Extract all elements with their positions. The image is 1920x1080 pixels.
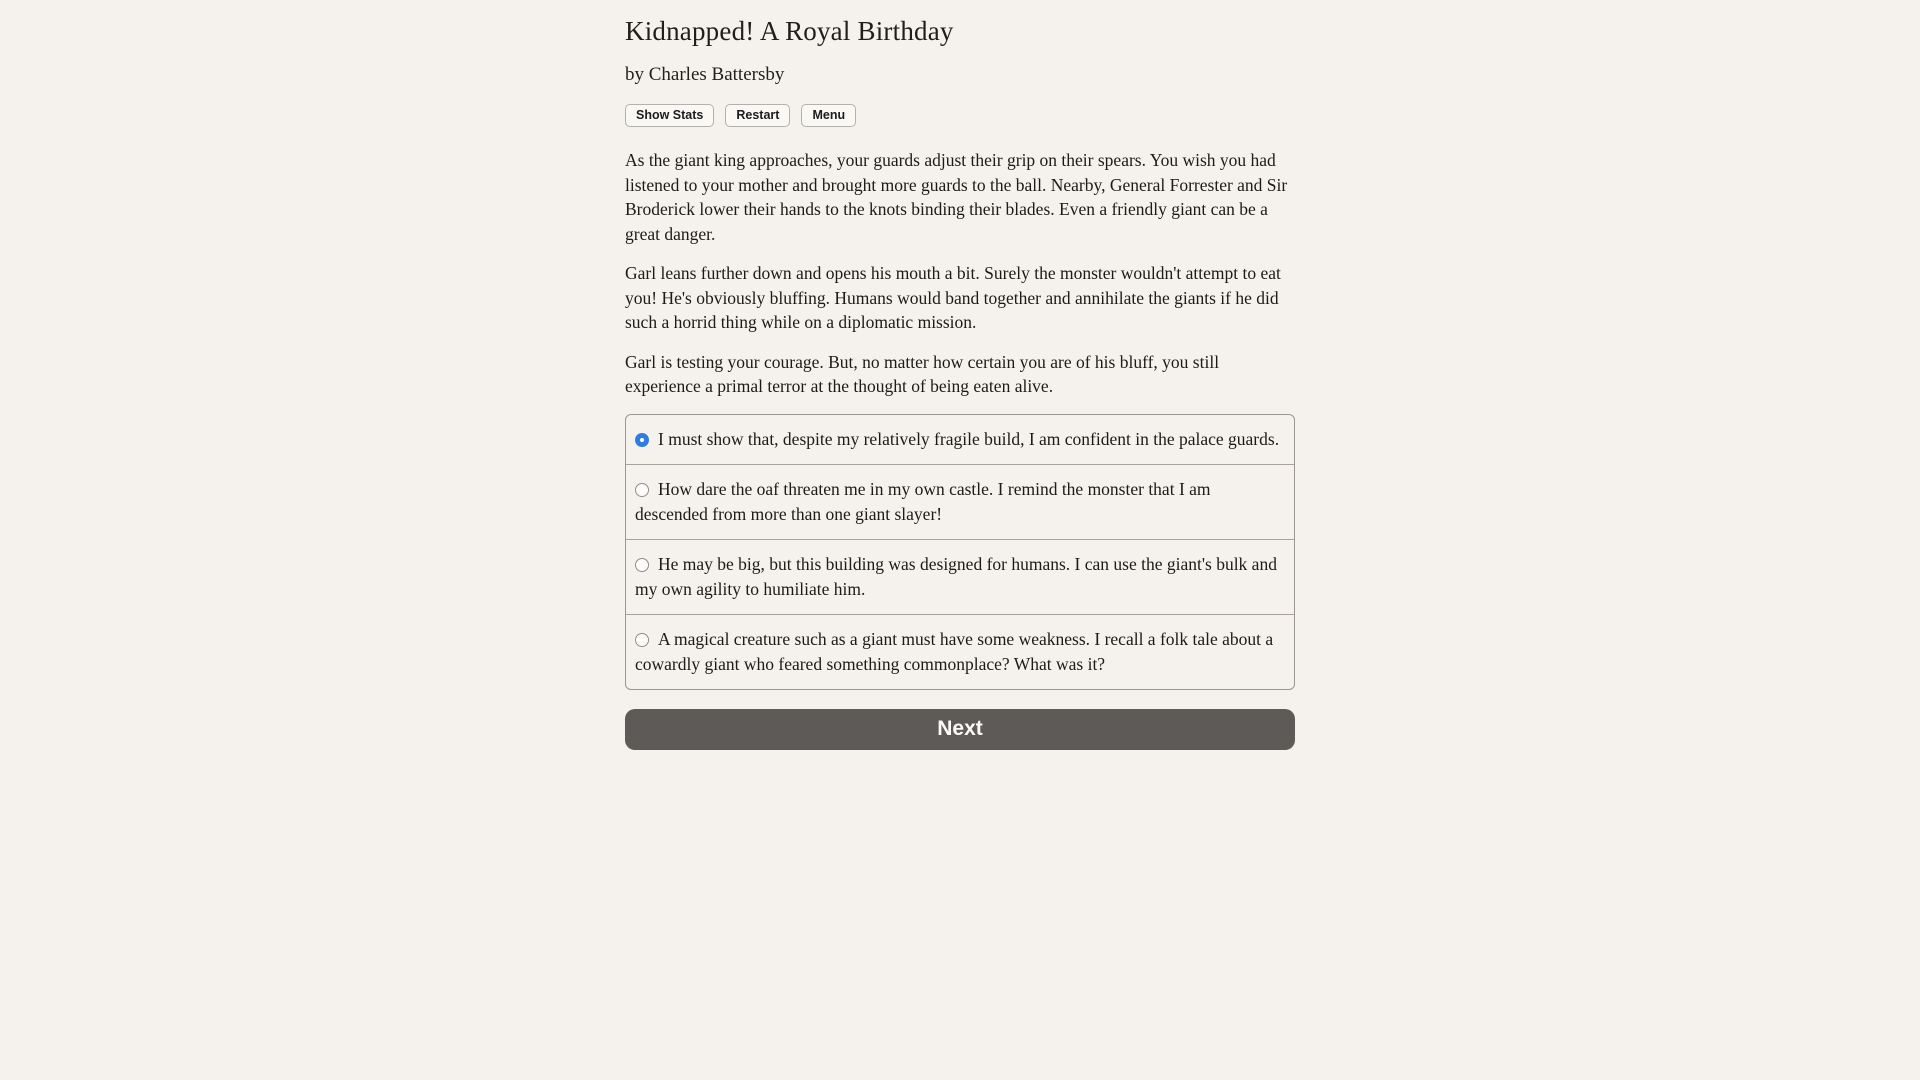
- next-button[interactable]: Next: [625, 709, 1295, 750]
- story-paragraph: Garl leans further down and opens his mouth a bit. Surely the monster wouldn't attempt to eat you! He's obviously bluffing. Humans would band together and annihilate the giants if he did such a horrid thing while on a diplomatic mission.: [625, 263, 1281, 332]
- story-paragraph: As the giant king approaches, your guards adjust their grip on their spears. You wish you had listened to your mother and brought more guards to the ball. Nearby, General Forrester and Sir Broderick lower their hands to the knots binding their blades. Even a friendly giant can be a great danger.: [625, 150, 1288, 244]
- content-column: [625, 0, 1295, 750]
- choice-option-1[interactable]: [626, 415, 1294, 465]
- radio-unselected-icon[interactable]: [635, 483, 649, 497]
- menu-button[interactable]: Menu: [801, 104, 856, 127]
- radio-unselected-icon[interactable]: [635, 633, 649, 647]
- choice-option-label: He may be big, but this building was designed for humans. I can use the giant's bulk and my own agility to humiliate him.: [635, 554, 1277, 599]
- story-text: [625, 148, 1295, 399]
- radio-selected-icon[interactable]: [635, 433, 649, 447]
- choice-option-4[interactable]: [626, 614, 1294, 689]
- story-paragraph: Garl is testing your courage. But, no matter how certain you are of his bluff, you still experience a primal terror at the thought of being eaten alive.: [625, 351, 1220, 396]
- show-stats-button[interactable]: Show Stats: [625, 104, 714, 127]
- author-byline: by Charles Battersby: [625, 64, 785, 85]
- radio-unselected-icon[interactable]: [635, 558, 649, 572]
- choice-option-label: How dare the oaf threaten me in my own castle. I remind the monster that I am descended from more than one giant slayer!: [635, 479, 1211, 524]
- page-title: Kidnapped! A Royal Birthday: [625, 16, 954, 46]
- toolbar: [625, 104, 1295, 127]
- choice-option-3[interactable]: [626, 539, 1294, 614]
- choice-option-label: I must show that, despite my relatively fragile build, I am confident in the palace guards.: [658, 428, 1280, 449]
- choice-option-label: A magical creature such as a giant must have some weakness. I recall a folk tale about a cowardly giant who feared something commonplace? What was it?: [635, 629, 1274, 674]
- choice-option-2[interactable]: [626, 464, 1294, 539]
- choice-list: [625, 414, 1295, 691]
- restart-button[interactable]: Restart: [725, 104, 790, 127]
